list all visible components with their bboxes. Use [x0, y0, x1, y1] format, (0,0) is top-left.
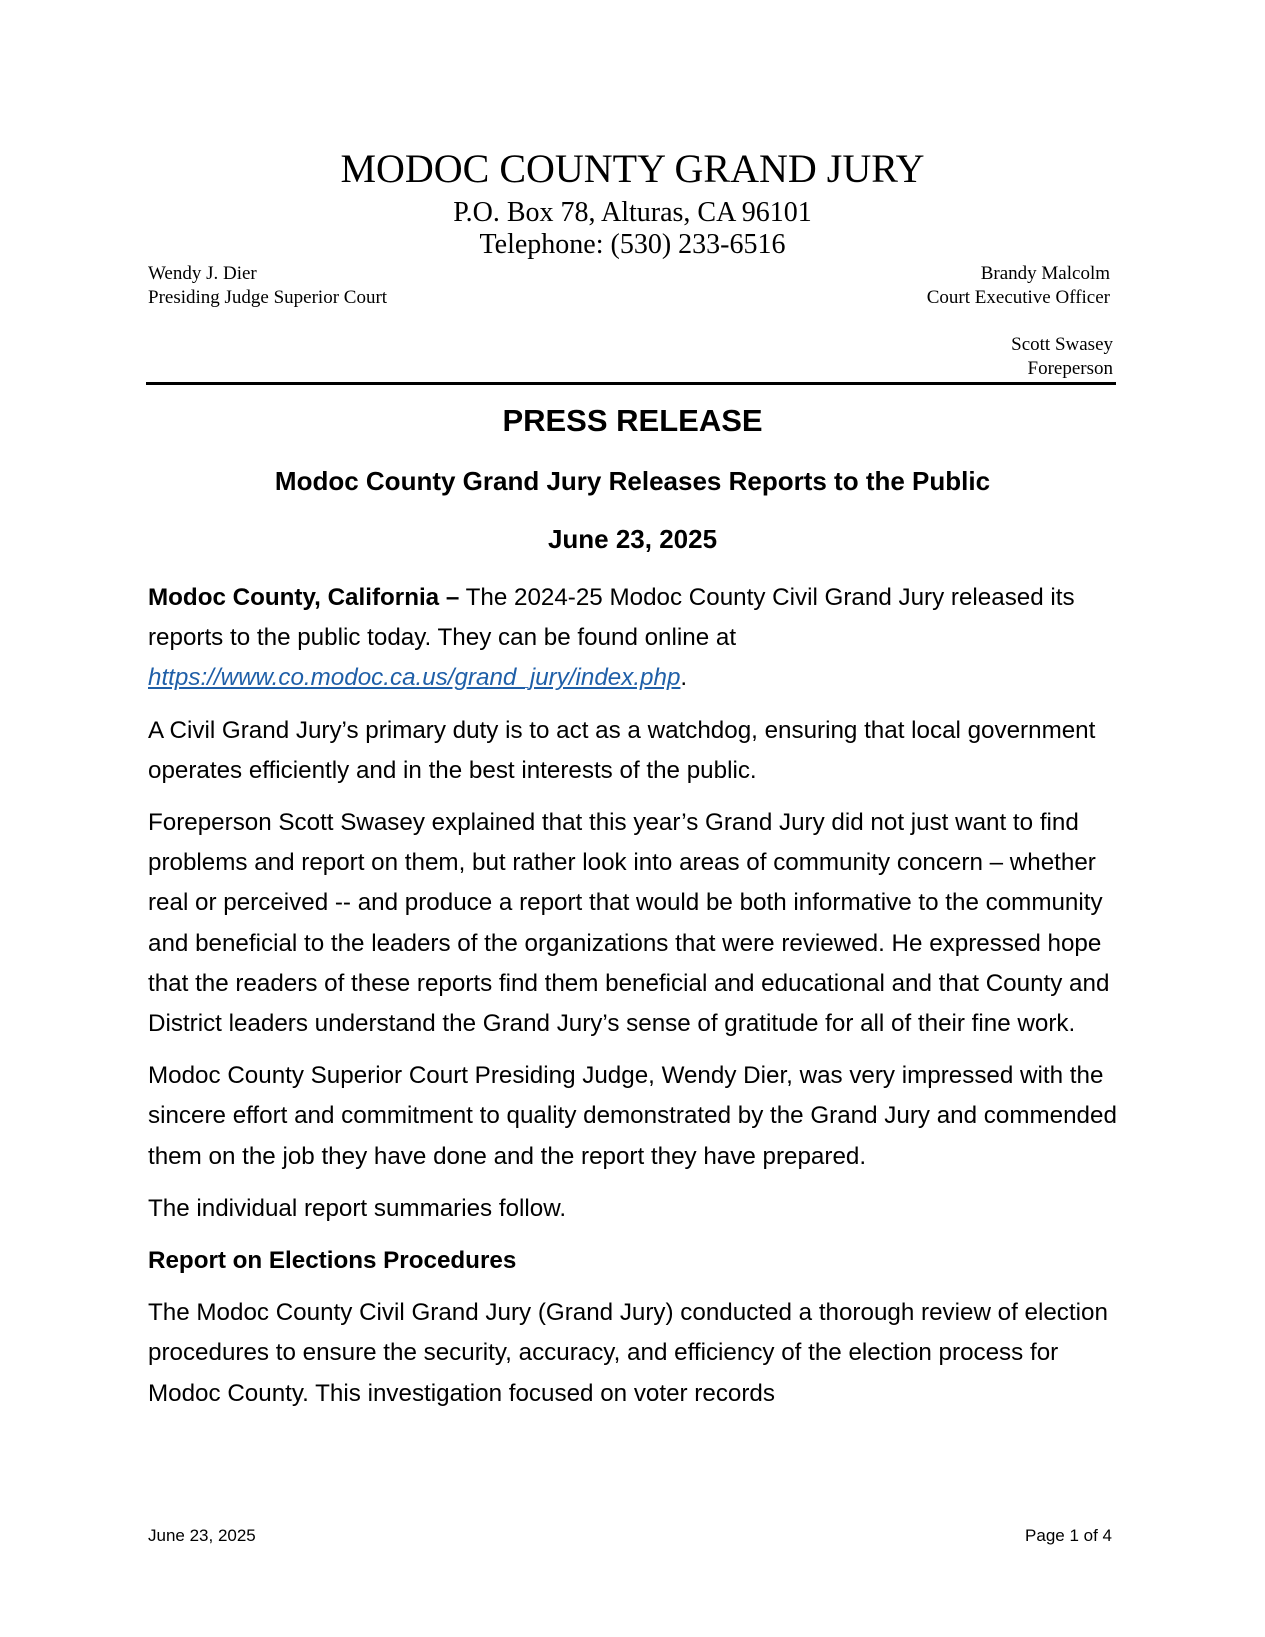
presiding-judge-block — [148, 262, 387, 310]
paragraph-duty: A Civil Grand Jury’s primary duty is to act as a watchdog, ensuring that local government operates efficiently and in the best interests of the public. — [148, 716, 1096, 784]
presiding-judge-name: Wendy J. Dier — [148, 263, 257, 284]
foreperson-role: Foreperson — [1027, 358, 1113, 379]
footer-page-number: Page 1 of 4 — [1025, 1526, 1112, 1545]
presiding-judge-role: Presiding Judge Superior Court — [148, 287, 388, 308]
press-release-heading: PRESS RELEASE — [502, 403, 763, 438]
intro-text: The 2024-25 Modoc County Civil Grand Jury released its reports to the public today. They can be found online at — [148, 584, 1075, 652]
press-release-body — [148, 578, 1123, 1426]
section-title-elections: Report on Elections Procedures — [148, 1247, 517, 1275]
intro-end: . — [680, 664, 688, 692]
grand-jury-link[interactable]: https://www.co.modoc.ca.us/grand_jury/index.php — [148, 664, 681, 692]
paragraph-summaries: The individual report summaries follow. — [148, 1194, 567, 1222]
paragraph-intro — [148, 578, 1123, 699]
court-executive-name: Brandy Malcolm — [980, 263, 1110, 284]
press-release-date: June 23, 2025 — [547, 524, 718, 554]
paragraph-elections: The Modoc County Civil Grand Jury (Grand Jury) conducted a thorough review of election procedures to ensure the security, accuracy, and efficiency of the election process for Modoc County. This investigation focused on voter records — [148, 1299, 1108, 1407]
press-release-subheading: Modoc County Grand Jury Releases Reports to the Public — [274, 466, 991, 496]
court-executive-block — [927, 262, 1110, 310]
letterhead-telephone: Telephone: (530) 233-6516 — [479, 229, 786, 260]
letterhead-divider — [146, 382, 1116, 385]
foreperson-name: Scott Swasey — [1011, 334, 1113, 355]
court-executive-role: Court Executive Officer — [926, 287, 1110, 308]
footer-date: June 23, 2025 — [148, 1526, 256, 1545]
dateline: Modoc County, California – — [148, 584, 460, 611]
letterhead-address: P.O. Box 78, Alturas, CA 96101 — [453, 197, 812, 228]
paragraph-foreperson: Foreperson Scott Swasey explained that this year’s Grand Jury did not just want to find problems and report on them, but rather look into areas of community concern – whether real or perceived -- and produce a report that would be both informative to the community and beneficial to the leaders of the organizations that were reviewed. He expressed hope that the readers of these reports find them beneficial and educational and that County and District leaders understand the Grand Jury’s sense of gratitude for all of their fine work. — [148, 809, 1110, 1038]
letterhead-title: MODOC COUNTY GRAND JURY — [340, 146, 925, 191]
foreperson-block — [1011, 333, 1113, 381]
paragraph-judge: Modoc County Superior Court Presiding Judge, Wendy Dier, was very impressed with the sincere effort and commitment to quality demonstrated by the Grand Jury and commended them on the job they have done and the report they have prepared. — [148, 1062, 1117, 1170]
